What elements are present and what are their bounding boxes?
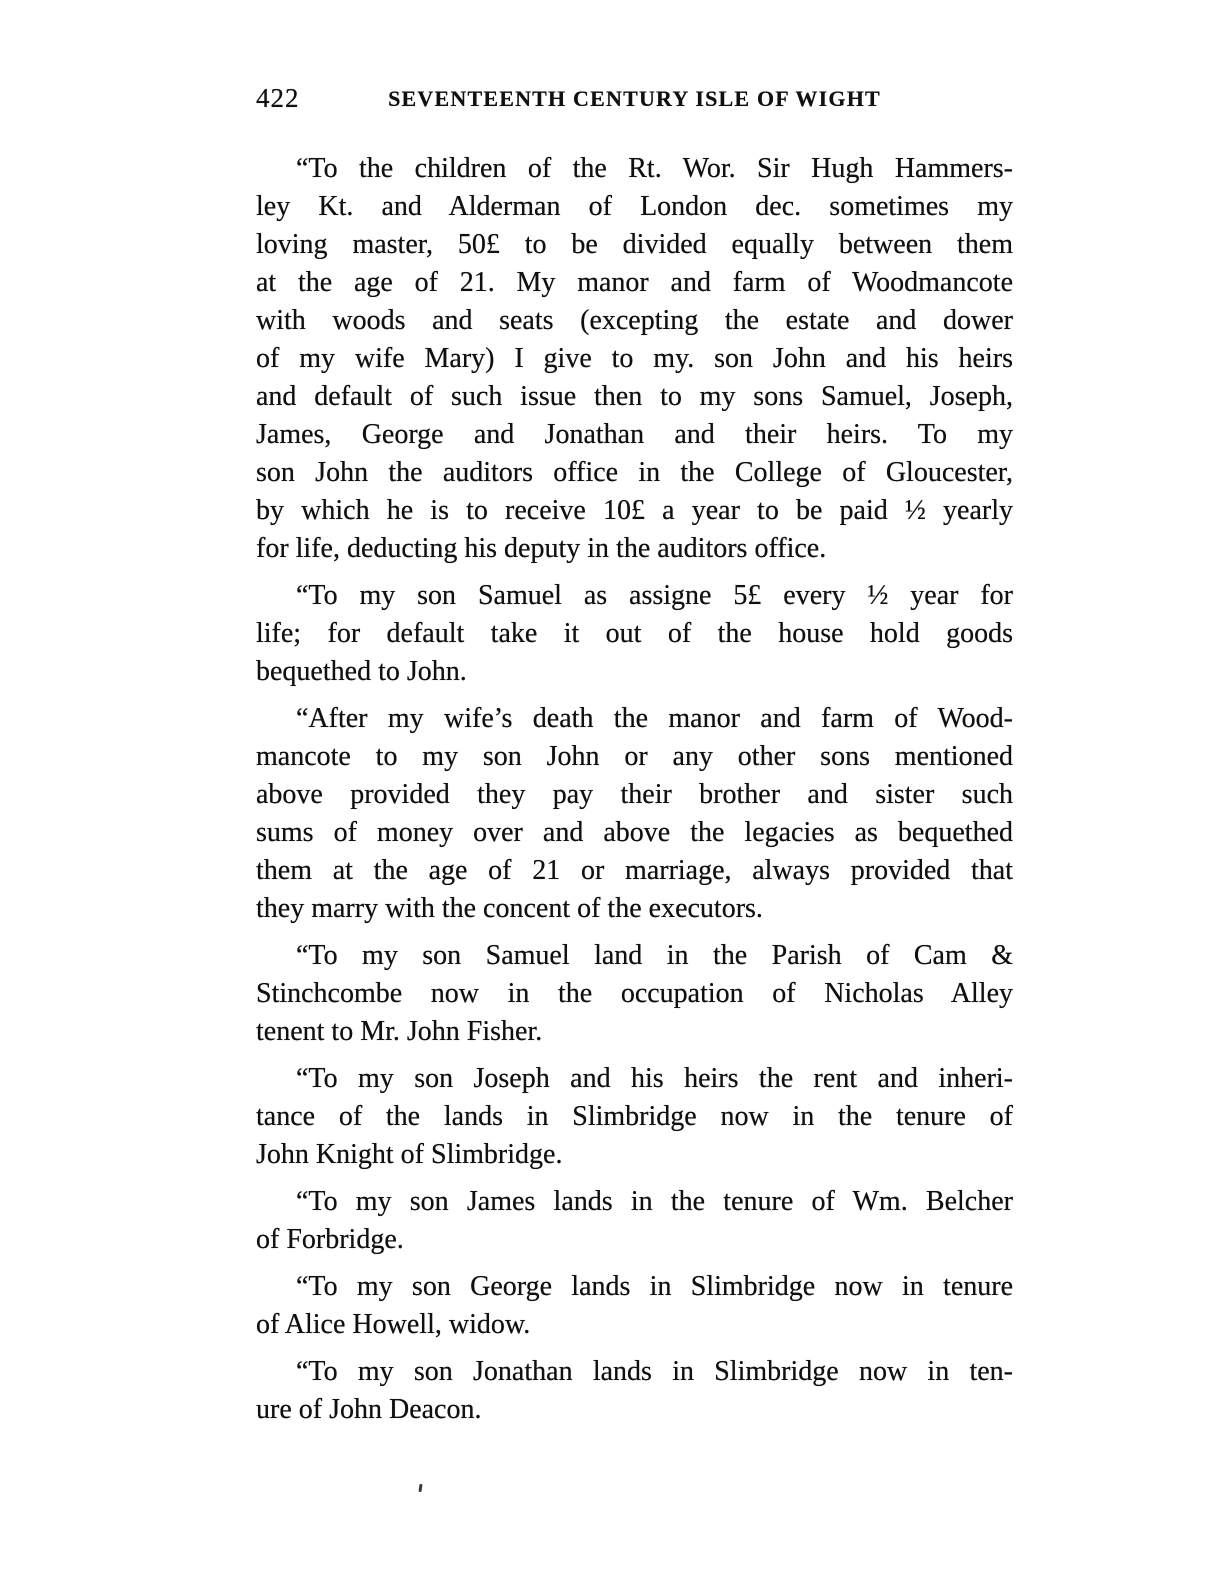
paragraph [256, 150, 1013, 568]
text-line: ure of John Deacon. [256, 1394, 482, 1425]
text-line: at the age of 21. My manor and farm of Woodmancote [256, 267, 1013, 298]
text-line: bequethed to John. [256, 656, 467, 687]
text-line: and default of such issue then to my sons Samuel, Joseph, [256, 381, 1013, 412]
paragraph [256, 1183, 1013, 1259]
text-line: sums of money over and above the legacies as bequethed [256, 817, 1013, 848]
paragraph [256, 700, 1013, 928]
running-header [256, 82, 1013, 114]
text-line: “To my son Samuel land in the Parish of Cam & [296, 940, 1013, 971]
text-line: “To my son Jonathan lands in Slimbridge now in ten- [296, 1356, 1013, 1387]
text-line: ley Kt. and Alderman of London dec. sometimes my [256, 191, 1013, 222]
paragraph [256, 1268, 1013, 1344]
text-line: “To the children of the Rt. Wor. Sir Hugh Hammers- [296, 153, 1013, 184]
text-line: “After my wife’s death the manor and farm of Wood- [296, 703, 1013, 734]
page-number: 422 [256, 83, 300, 113]
text-line: above provided they pay their brother and sister such [256, 779, 1013, 810]
text-line: life; for default take it out of the house hold goods [256, 618, 1013, 649]
text-line: “To my son George lands in Slimbridge now in tenure [296, 1271, 1013, 1302]
page-body [256, 150, 1013, 1429]
text-line: of Alice Howell, widow. [256, 1309, 531, 1340]
text-line: tenent to Mr. John Fisher. [256, 1016, 543, 1047]
text-line: by which he is to receive 10£ a year to be paid ½ yearly [256, 495, 1013, 526]
paragraph [256, 1353, 1013, 1429]
paragraph [256, 937, 1013, 1051]
text-line: “To my son Joseph and his heirs the rent and inheri- [296, 1063, 1013, 1094]
text-line: for life, deducting his deputy in the auditors office. [256, 533, 827, 564]
text-line: son John the auditors office in the College of Gloucester, [256, 457, 1013, 488]
text-line: they marry with the concent of the executors. [256, 893, 763, 924]
text-line: John Knight of Slimbridge. [256, 1139, 563, 1170]
text-line: loving master, 50£ to be divided equally between them [256, 229, 1013, 260]
text-line: “To my son Samuel as assigne 5£ every ½ year for [296, 580, 1013, 611]
text-line: Stinchcombe now in the occupation of Nicholas Alley [256, 978, 1013, 1009]
text-line: “To my son James lands in the tenure of Wm. Belcher [296, 1186, 1013, 1217]
text-line: mancote to my son John or any other sons mentioned [256, 741, 1013, 772]
text-line: with woods and seats (excepting the estate and dower [256, 305, 1013, 336]
text-line: of Forbridge. [256, 1224, 404, 1255]
paragraph [256, 1060, 1013, 1174]
text-line: them at the age of 21 or marriage, always provided that [256, 855, 1013, 886]
text-line: James, George and Jonathan and their heirs. To my [256, 419, 1013, 450]
running-title: SEVENTEENTH CENTURY ISLE OF WIGHT [388, 86, 881, 111]
text-line: tance of the lands in Slimbridge now in the tenure of [256, 1101, 1013, 1132]
paragraph [256, 577, 1013, 691]
stray-ink-mark [418, 1484, 422, 1492]
text-line: of my wife Mary) I give to my. son John and his heirs [256, 343, 1013, 374]
